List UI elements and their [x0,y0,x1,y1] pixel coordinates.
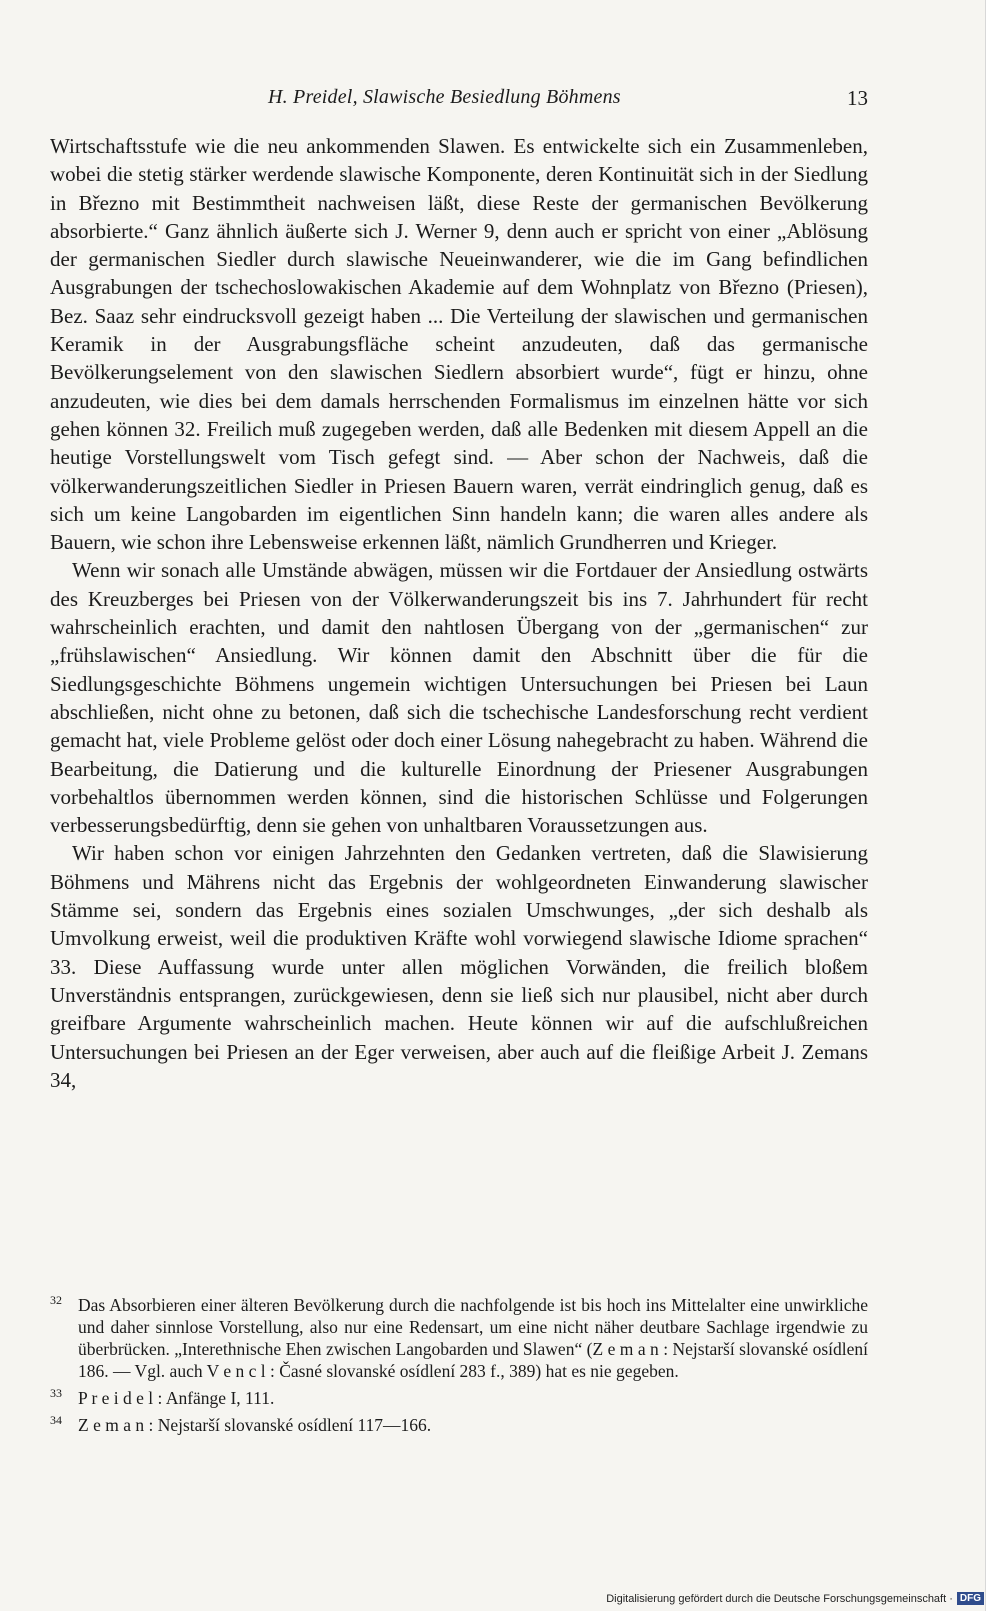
dfg-logo-icon: DFG [957,1592,984,1605]
page-edge-border [985,0,1000,1611]
paragraph: Wenn wir sonach alle Umstände abwägen, müssen wir die Fortdauer der Ansiedlung ostwärts des Kreuzberges bei Priesen von der Völkerwanderungszeit bis ins 7. Jahrhundert für recht wahrscheinlich erachten, und damit den nahtlosen Übergang von der „germanischen“ zur „frühslawischen“ Ansiedlung. Wir können damit den Abschnitt über die für die Siedlungsgeschichte Böhmens ungemein wichtigen Untersuchungen bei Priesen bei Laun abschließen, nicht ohne zu betonen, daß sich die tschechische Landesforschung recht verdient gemacht hat, viele Probleme gelöst oder doch einer Lösung nahegebracht zu haben. Während die Bearbeitung, die Datierung und die kulturelle Einordnung der Priesener Ausgrabungen vorbehaltlos übernommen werden können, sind die historischen Schlüsse und Folgerungen verbesserungsbedürftig, denn sie gehen von unhaltbaren Voraussetzungen aus. [50,558,868,838]
footnote [50,1289,868,1382]
footnote [50,1409,868,1436]
footnote-number: 33 [50,1385,62,1400]
footnotes [50,1289,868,1435]
paragraph: Wirtschaftsstufe wie die neu ankommenden Slawen. Es entwickelte sich ein Zusammenleben, wobei die stetig stärker werdende slawische Komponente, deren Kontinuität sich in der Siedlung in Březno mit Bestimmtheit nachweisen läßt, diese Reste der germanischen Bevölkerung absorbierte.“ Ganz ähnlich äußerte sich J. Werner 9, denn auch er spricht von einer „Ablösung der germanischen Siedler durch slawische Neueinwanderer, wie die im Gang befindlichen Ausgrabungen der tschechoslowakischen Akademie auf dem Wohnplatz von Březno (Priesen), Bez. Saaz sehr eindrucksvoll gezeigt haben ... Die Verteilung der slawischen und germanischen Keramik in der Ausgrabungsfläche scheint anzudeuten, daß das germanische Bevölkerungselement von den slawischen Siedlern absorbiert wurde“, fügt er hinzu, ohne anzudeuten, wie dies bei dem damals herrschenden Formalismus im einzelnen hätte vor sich gehen können 32. Freilich muß zugegeben werden, daß alle Bedenken mit diesem Appell an die heutige Vorstellungswelt vom Tisch gefegt sind. — Aber schon der Nachweis, daß die völkerwanderungszeitlichen Siedler in Priesen Bauern waren, verrät eindringlich genug, daß es sich um keine Langobarden im eigentlichen Sinn handeln kann; die waren alles andere als Bauern, wie schon ihre Lebensweise erkennen läßt, nämlich Grundherren und Krieger. [50,134,868,555]
digitization-footer [606,1592,984,1605]
footer-credit: Digitalisierung gefördert durch die Deutsche Forschungsgemeinschaft · [606,1592,953,1605]
page-number: 13 [847,86,868,110]
paragraph: Wir haben schon vor einigen Jahrzehnten den Gedanken vertreten, daß die Slawisierung Böhmens und Mährens nicht das Ergebnis der wohlgeordneten Einwanderung slawischer Stämme sei, sondern das Ergebnis eines sozialen Umschwunges, „der sich deshalb als Umvolkung erweist, weil die produktiven Kräfte wohl vorwiegend slawische Idiome sprachen“ 33. Diese Auffassung wurde unter allen möglichen Vorwänden, die freilich bloßem Unverständnis entsprangen, zurückgewiesen, denn sie ließ sich nur plausibel, nicht aber durch greifbare Argumente wahrscheinlich machen. Heute können wir auf die aufschlußreichen Untersuchungen bei Priesen an der Eger verweisen, aber auch auf die fleißige Arbeit J. Zemans 34, [50,841,868,1092]
body-text [50,132,868,1094]
footnote-number: 34 [50,1412,62,1427]
page-header [50,86,868,116]
footnote-text: Das Absorbieren einer älteren Bevölkerung durch die nachfolgende ist bis hoch ins Mittelalter eine unwirkliche und daher sinnlose Vorstellung, also nur eine Redensart, um eine nicht näher deutbare Sachlage irgendwie zu überbrücken. „Interethnische Ehen zwischen Langobarden und Slawen“ (Z e m a n : Nejstarší slovanské osídlení 186. — Vgl. auch V e n c l : Časné slovanské osídlení 283 f., 389) hat es nie gegeben. [78,1294,868,1381]
running-title: H. Preidel, Slawische Besiedlung Böhmens [268,86,621,108]
footnote-number: 32 [50,1293,62,1307]
footnote-text: P r e i d e l : Anfänge I, 111. [78,1387,275,1408]
footnote [50,1382,868,1409]
footnote-text: Z e m a n : Nejstarší slovanské osídlení 117—166. [78,1414,432,1435]
